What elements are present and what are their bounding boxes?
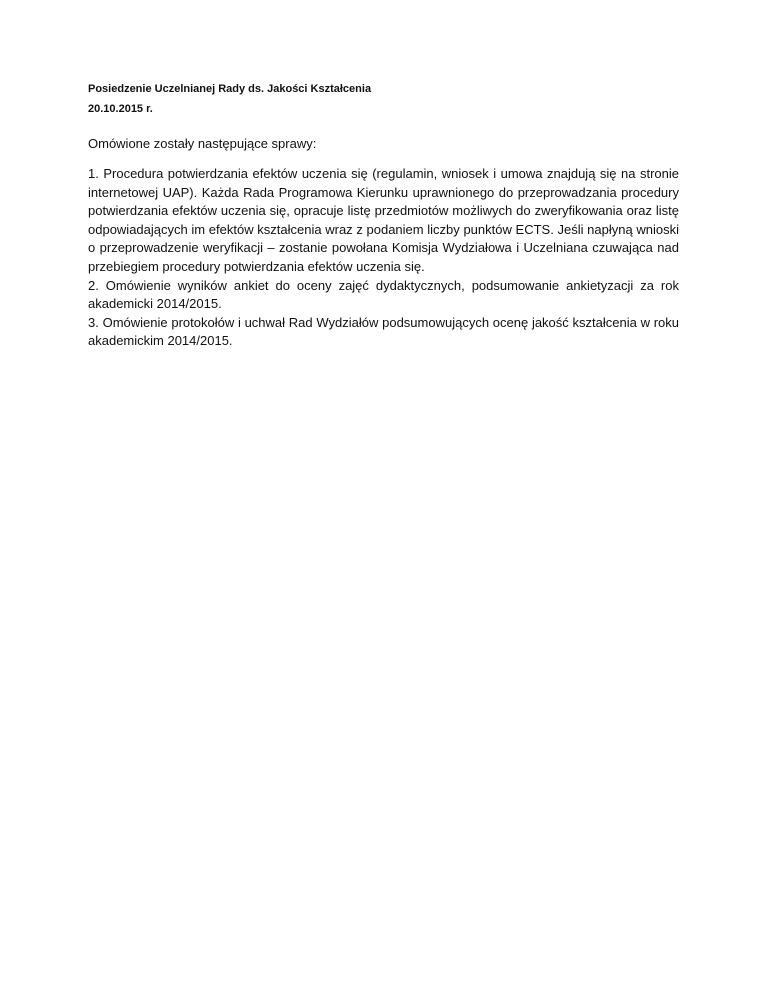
document-intro: Omówione zostały następujące sprawy: <box>88 136 317 151</box>
document-title: Posiedzenie Uczelnianej Rady ds. Jakości Kształcenia <box>88 83 372 95</box>
agenda-item-3: 3. Omówienie protokołów i uchwał Rad Wydziałów podsumowujących ocenę jakość kształcenia w roku akademickim 2014/2015. <box>88 314 679 349</box>
document-content <box>88 79 679 351</box>
agenda-list <box>88 165 679 351</box>
document-date: 20.10.2015 r. <box>88 103 153 115</box>
agenda-item-1: 1. Procedura potwierdzania efektów uczenia się (regulamin, wniosek i umowa znajdują się na stronie internetowej UAP). Każda Rada Programowa Kierunku uprawnionego do przeprowadzania procedury potwierdzania efektów uczenia się, opracuje listę przedmiotów możliwych do zweryfikowania oraz listę odpowiadających im efektów kształcenia wraz z podaniem liczby punktów ECTS. Jeśli napłyną wnioski o przeprowadzenie weryfikacji – zostanie powołana Komisja Wydziałowa i Uczelniana czuwająca nad przebiegiem procedury potwierdzania efektów uczenia się. <box>88 166 679 274</box>
agenda-item-2: 2. Omówienie wyników ankiet do oceny zajęć dydaktycznych, podsumowanie ankietyzacji za rok akademicki 2014/2015. <box>88 277 679 312</box>
